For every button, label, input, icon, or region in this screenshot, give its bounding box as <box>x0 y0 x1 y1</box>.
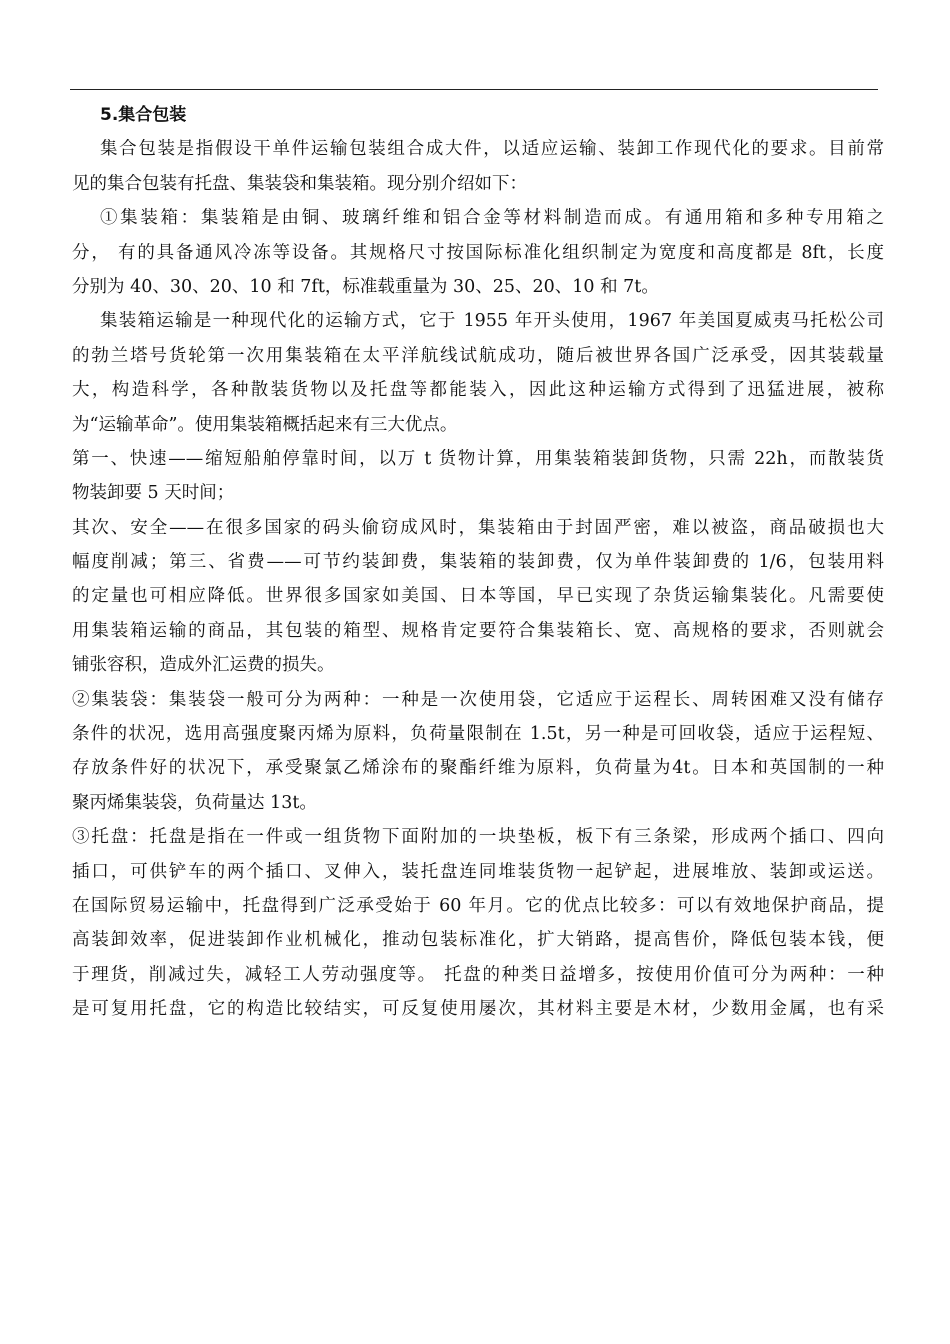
paragraph-line: 见的集合包装有托盘、集装袋和集装箱。现分别介绍如下： <box>72 173 527 194</box>
paragraph-line: 存放条件好的状况下，承受聚氯乙烯涂布的聚酯纤维为原料，负荷量为4t。日本和英国制的一种 <box>72 758 884 779</box>
paragraph-line: 分别为 40、30、20、10 和 7ft，标准载重量为 30、25、20、10 和 7t。 <box>72 276 659 297</box>
paragraph-line: 插口，可供铲车的两个插口、叉伸入，装托盘连同堆装货物一起铲起，进展堆放、装卸或运送。 <box>72 861 884 882</box>
header-rule <box>70 89 878 90</box>
paragraph-line: 集合包装是指假设干单件运输包装组合成大件，以适应运输、装卸工作现代化的要求。目前常 <box>100 139 884 160</box>
paragraph-line: 分， 有的具备通风冷冻等设备。其规格尺寸按国际标准化组织制定为宽度和高度都是 8ft，长度 <box>72 242 884 263</box>
paragraph-line: 幅度削减；第三、省费——可节约装卸费，集装箱的装卸费，仅为单件装卸费的 1/6，包装用料 <box>72 552 884 573</box>
paragraph-line: 大，构造科学，各种散装货物以及托盘等都能装入，因此这种运输方式得到了迅猛进展，被称 <box>72 380 884 401</box>
paragraph-line: 用集装箱运输的商品，其包装的箱型、规格肯定要符合集装箱长、宽、高规格的要求，否则就会 <box>72 620 884 641</box>
paragraph-line: 第一、快速——缩短船舶停靠时间，以万 t 货物计算，用集装箱装卸货物，只需 22h，而散装货 <box>72 448 884 469</box>
paragraph-line: 于理货，削减过失，减轻工人劳动强度等。 托盘的种类日益增多，按使用价值可分为两种：一种 <box>72 964 884 985</box>
paragraph-line: 在国际贸易运输中，托盘得到广泛承受始于 60 年月。它的优点比较多：可以有效地保护商品，提 <box>72 895 884 916</box>
paragraph-line: 其次、安全——在很多国家的码头偷窃成风时，集装箱由于封固严密，难以被盗，商品破损也大 <box>72 517 884 538</box>
paragraph-line: 集装箱运输是一种现代化的运输方式，它于 1955 年开头使用，1967 年美国夏威夷马托松公司 <box>100 311 884 332</box>
paragraph-line: 的定量也可相应降低。世界很多国家如美国、日本等国，早已实现了杂货运输集装化。凡需要使 <box>72 586 884 607</box>
paragraph-line: 为“运输革命”。使用集装箱概括起来有三大优点。 <box>72 414 458 435</box>
paragraph-line: ①集装箱：集装箱是由铜、玻璃纤维和铝合金等材料制造而成。有通用箱和多种专用箱之 <box>100 208 884 229</box>
section-heading: 5.集合包装 <box>100 105 187 125</box>
paragraph-line: ②集装袋：集装袋一般可分为两种：一种是一次使用袋，它适应于运程长、周转困难又没有储存 <box>72 689 884 710</box>
paragraph-line: ③托盘：托盘是指在一件或一组货物下面附加的一块垫板，板下有三条梁，形成两个插口、四向 <box>72 827 884 848</box>
paragraph-line: 是可复用托盘，它的构造比较结实，可反复使用屡次，其材料主要是木材，少数用金属，也有采 <box>72 999 884 1020</box>
paragraph-line: 铺张容积，造成外汇运费的损失。 <box>72 655 335 676</box>
paragraph-line: 物装卸要 5 天时间； <box>72 483 235 504</box>
paragraph-line: 的勃兰塔号货轮第一次用集装箱在太平洋航线试航成功，随后被世界各国广泛承受，因其装载量 <box>72 345 884 366</box>
paragraph-line: 高装卸效率，促进装卸作业机械化，推动包装标准化，扩大销路，提高售价，降低包装本钱，便 <box>72 930 884 951</box>
paragraph-line: 条件的状况，选用高强度聚丙烯为原料，负荷量限制在 1.5t，另一种是可回收袋，适应于运程短、 <box>72 724 884 745</box>
paragraph-line: 聚丙烯集装袋，负荷量达 13t。 <box>72 792 317 813</box>
document-body <box>72 98 884 1027</box>
